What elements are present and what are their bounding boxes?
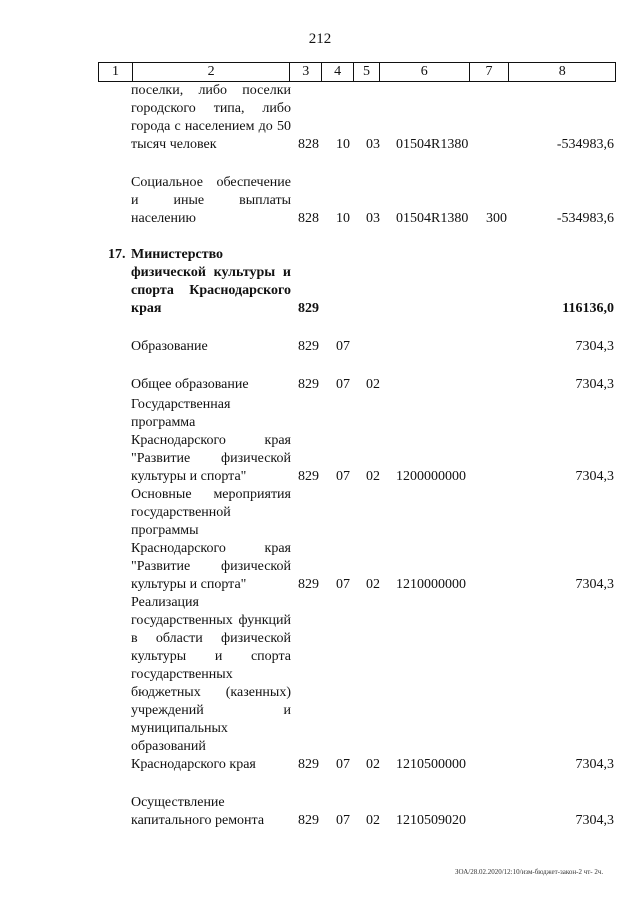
- row-section: 07: [336, 577, 350, 592]
- row-subsection: 02: [366, 757, 380, 772]
- row-target-article: 1200000000: [396, 469, 466, 484]
- row-code: 828: [298, 211, 319, 226]
- row-amount: 116136,0: [562, 301, 614, 316]
- row-amount: 7304,3: [575, 577, 614, 592]
- header-col-6: 6: [380, 63, 470, 81]
- row-amount: 7304,3: [575, 377, 614, 392]
- table-row: [98, 794, 616, 830]
- row-name: Основные мероприятия государственной программы Краснодарского края "Развитие физической культуры и спорта": [131, 487, 291, 592]
- row-name: Министерство физической культуры и спорта Краснодарского края: [131, 247, 291, 316]
- row-amount: -534983,6: [556, 211, 614, 226]
- row-name: Реализация государственных функций в области физической культуры и спорта государственных бюджетных (казенных) учреждений и муниципальных образований Краснодарского края: [131, 595, 291, 772]
- header-col-8: 8: [558, 64, 566, 79]
- row-section: 10: [336, 211, 350, 226]
- header-col-7: 7: [470, 63, 510, 81]
- row-section: 07: [336, 813, 350, 828]
- row-amount: -534983,6: [556, 137, 614, 152]
- table-row: [98, 338, 616, 356]
- row-name: поселки, либо поселки городского типа, либо города с населением до 50 тысяч человек: [131, 83, 291, 152]
- row-section: 07: [336, 757, 350, 772]
- row-target-article: 01504R1380: [396, 137, 469, 152]
- row-code: 829: [298, 469, 319, 484]
- page-number: 212: [308, 31, 332, 47]
- row-code: 829: [298, 813, 319, 828]
- row-code: 828: [298, 137, 319, 152]
- row-section: 10: [336, 137, 350, 152]
- row-section: 07: [336, 377, 350, 392]
- row-code: 829: [298, 301, 319, 316]
- row-amount: 7304,3: [575, 813, 614, 828]
- row-subsection: 02: [366, 813, 380, 828]
- table-header: [98, 62, 616, 82]
- row-name: Осуществление капитального ремонта: [131, 795, 265, 828]
- row-subsection: 02: [366, 377, 380, 392]
- table-row: [98, 376, 616, 394]
- row-code: 829: [298, 577, 319, 592]
- row-target-article: 1210500000: [396, 757, 466, 772]
- document-footer: ЗОА/28.02.2020/12:10/изм-бюджет-закон-2 чт- 2ч.: [455, 868, 604, 876]
- table-row: [98, 174, 616, 228]
- row-amount: 7304,3: [575, 757, 614, 772]
- row-code: 829: [298, 339, 319, 354]
- row-section: 07: [336, 339, 350, 354]
- row-name: Общее образование: [131, 377, 249, 392]
- section-number: 17.: [108, 247, 126, 262]
- row-subsection: 03: [366, 137, 380, 152]
- row-name: Социальное обеспечение и иные выплаты населению: [131, 175, 291, 226]
- row-name: Государственная программа Краснодарского края "Развитие физической культуры и спорта": [131, 397, 291, 484]
- row-target-article: 1210000000: [396, 577, 466, 592]
- table-row: [98, 397, 616, 486]
- row-amount: 7304,3: [575, 469, 614, 484]
- table-row: [98, 82, 616, 154]
- header-col-4: 4: [322, 63, 354, 81]
- header-col-5: 5: [354, 63, 380, 81]
- row-subsection: 02: [366, 469, 380, 484]
- header-col-1: 1: [99, 63, 133, 81]
- header-col-2: 2: [133, 63, 290, 81]
- row-expense-type: 300: [486, 211, 507, 226]
- table-row: [98, 595, 616, 774]
- table-row: [98, 487, 616, 594]
- row-amount: 7304,3: [575, 339, 614, 354]
- row-subsection: 02: [366, 577, 380, 592]
- row-code: 829: [298, 377, 319, 392]
- row-code: 829: [298, 757, 319, 772]
- row-target-article: 01504R1380: [396, 211, 469, 226]
- row-target-article: 1210509020: [396, 813, 466, 828]
- row-subsection: 03: [366, 211, 380, 226]
- table-row-section: [98, 246, 616, 318]
- header-col-3: 3: [290, 63, 322, 81]
- row-name: Образование: [131, 339, 208, 354]
- row-section: 07: [336, 469, 350, 484]
